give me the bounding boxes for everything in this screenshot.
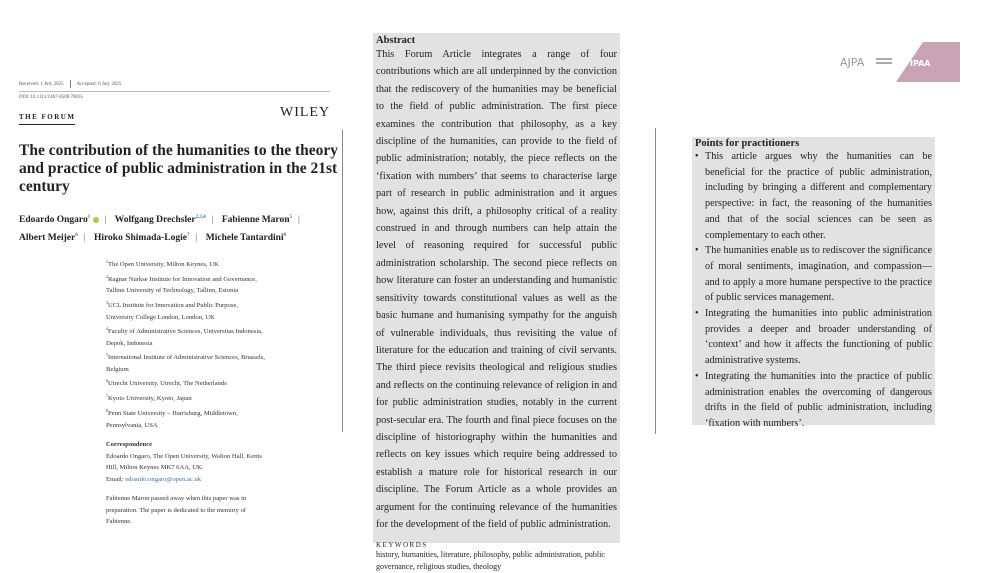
author: Michele Tantardini$^8$ [205, 233, 287, 244]
author: Wolfgang Drechsler$^{2,3,4}$ [114, 215, 206, 226]
affiliation: $^5$International Institute of Administrative Sciences, Brussels, Belgium [106, 352, 265, 373]
affiliation: $^8$Penn State University – Harrisburg, Middletown, Pennsylvania, USA [106, 407, 238, 429]
svg-text:IPAA: IPAA [910, 59, 931, 68]
article-dates [19, 80, 121, 88]
journal-logos [838, 42, 960, 82]
abstract-text: This Forum Article integrates a range of four contributions which are all underpinned by the conviction that the rediscovery of the humanities may be beneficial to the field of public administration. The first piece examines the contribution that philosophy, as a key discipline of the humanities, can provide to the field of public administration; notably, the piece reflects on the ‘fixation with numbers’ that seems to characterise large part of research in public administration and it argues how, against this drift, a philosophy critical of a reality construed in and through numbers can help attain the level of reasoning required for successful public administration scholarship. The second piece reflects on how literature can foster an understanding and humanistic sensitivity towards constitutional values as well as the basic humane and humanising sympathy for the anguish of vulnerable individuals, thus revisiting the value of literature for the education and training of civil servants. The third piece revisits theological and religious studies and reflects on the continuing relevance of religion in and for public administration studies, notably in the current post-secular era. The fourth and final piece focuses on the discipline of historiography within the humanities and reflects on key issues which require being addressed to establish a mature role for historical research in our discipline. The Forum Article as a whole provides an argument for the continuing relevance of the humanities for the development of the field of public administration. [376, 49, 617, 530]
memorial-note: Fabienne Maron passed away when this paper was in preparation. The paper is dedicated to the memory of Fabienne. [106, 495, 247, 525]
affiliation: $^3$UCL Institute for Innovation and Public Purpose, University College London, London, UK [106, 299, 238, 321]
affiliation: $^7$Kyoto University, Kyoto, Japan [106, 393, 192, 403]
email-link[interactable]: edoardo.ongaro@open.ac.uk [125, 475, 202, 483]
author: Fabienne Maron$^5$ [221, 215, 292, 226]
paper-title: The contribution of the humanities to the theory and practice of public administration in the 21st century [19, 142, 339, 195]
correspondence-address: Edoardo Ongaro, The Open University, Walton Hall, Kents Hill, Milton Keynes MK7 6AA, UK. [106, 452, 262, 471]
svg-text:AJPA: AJPA [840, 56, 865, 69]
list-item: • Integrating the humanities into the practice of public administration enables the overcoming of dangerous drifts in the field of public administration, including ‘fixation with numbers’. [705, 369, 932, 432]
divider [19, 91, 330, 92]
affiliations [106, 256, 266, 528]
correspondence-heading: Correspondence [106, 441, 153, 448]
doi: DOI: 10.1111/1467-8500.70035 [19, 95, 84, 100]
divider [342, 130, 343, 432]
practitioner-points-box [692, 137, 935, 429]
divider [655, 128, 656, 434]
received-date: Received: 1 July 2025 [19, 82, 64, 88]
section-label: THE FORUM [19, 113, 75, 125]
abstract-box [373, 33, 620, 572]
author: Albert Meijer$^6$ [19, 233, 78, 244]
accepted-date: Accepted: 6 July 2025 [76, 82, 122, 88]
list-item: • The humanities enable us to rediscover the significance of moral sentiments, imagination, and compassion—and to apply a more humane perspective to the practice of public services management. [705, 243, 932, 306]
points-heading: Points for practitioners [695, 138, 800, 149]
affiliation: $^6$Utrecht University, Utrecht, The Netherlands [106, 378, 227, 388]
publisher-logo: WILEY [280, 105, 331, 120]
ajpa-ipaa-logo [838, 42, 960, 82]
affiliation: $^2$Ragnar Nurkse Institute for Innovation and Governance, Tallinn University of Technology, Tallinn, Estonia [106, 273, 257, 295]
list-item: • Integrating the humanities into public administration provides a deeper and broader understanding of ‘context’ and how it affects the functioning of public administrative systems. [705, 306, 932, 369]
affiliation: $^1$The Open University, Milton Keynes, UK [106, 259, 219, 269]
divider [70, 80, 71, 88]
keywords: history, humanities, literature, philosophy, public administration, public governance, religious studies, theology [376, 550, 605, 572]
correspondence-email: Email: edoardo.ongaro@open.ac.uk [106, 475, 202, 483]
author: Hiroko Shimada-Logie$^7$ [93, 233, 190, 244]
abstract-heading: Abstract [376, 35, 416, 46]
author: Edoardo Ongaro$^1$ [19, 215, 99, 225]
list-item: • This article argues why the humanities can be beneficial for the practice of public administration, including by bringing a different and complementary perspective: in fact, the reasoning of the humanities and that of the social sciences can be seen as complementary to each other. [705, 149, 932, 243]
affiliation: $^4$Faculty of Administrative Sciences, Universitas Indonesia, Depok, Indonesia [106, 326, 263, 347]
keywords-heading: KEYWORDS [376, 541, 428, 550]
orcid-icon[interactable] [93, 217, 99, 223]
author-list: Edoardo Ongaro$^1$ | Wolfgang Drechsler$^{2,3,4}$ | Fabienne Maron$^5$ | Albert Meijer$^6$ | Hiroko Shimada-Logie$^7$ | Michele Tantardini$^8$ [19, 215, 300, 244]
